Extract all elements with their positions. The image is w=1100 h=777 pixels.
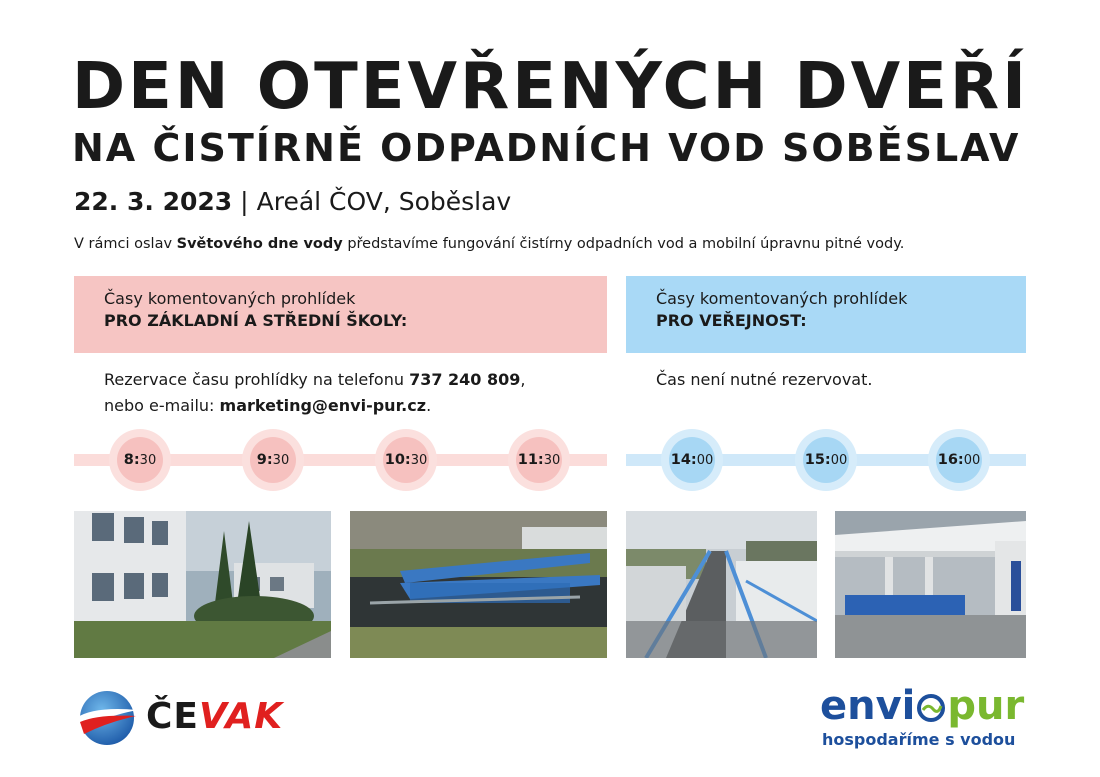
- envi-pur-tagline: hospodaříme s vodou: [822, 730, 1016, 749]
- time-slot-label: [669, 437, 715, 483]
- photo-walkway-tank: [626, 511, 817, 658]
- time-slot-1130: [508, 429, 570, 491]
- envi-pur-wordmark: [820, 684, 1024, 728]
- slot-hour: 8:: [123, 452, 140, 468]
- time-slot-1400: [661, 429, 723, 491]
- public-heading-line-2: PRO VEŘEJNOST:: [656, 311, 807, 330]
- cevak-logo: [74, 688, 304, 748]
- intro-text: [74, 234, 904, 254]
- envi-pur-logo: [820, 683, 1030, 750]
- schools-panel-heading: [74, 276, 607, 353]
- cevak-wordmark-part-1: ČE: [146, 696, 200, 737]
- envi-wordmark-part-2: pur: [947, 683, 1025, 729]
- intro-text-end: představíme fungování čistírny odpadních vod a mobilní úpravnu pitné vody.: [342, 236, 905, 252]
- reservation-email[interactable]: marketing@envi-pur.cz: [219, 396, 427, 415]
- schools-heading-line-2: PRO ZÁKLADNÍ A STŘEDNÍ ŠKOLY:: [104, 311, 408, 330]
- reservation-comma: ,: [520, 370, 526, 389]
- event-date: 22. 3. 2023: [74, 187, 233, 216]
- slot-hour: 11:: [517, 452, 544, 468]
- cevak-wordmark: [146, 696, 283, 737]
- time-slot-0930: [242, 429, 304, 491]
- reservation-email-label: nebo e-mailu:: [104, 396, 220, 415]
- slot-minutes: 30: [139, 452, 157, 468]
- title-line-2: NA ČISTÍRNĚ ODPADNÍCH VOD SOBĚSLAV: [72, 126, 1021, 170]
- envi-wordmark-part-1: envi: [820, 683, 916, 729]
- cevak-globe-icon: [74, 688, 140, 748]
- photo-building-canopy: [835, 511, 1026, 658]
- time-slot-0830: [109, 429, 171, 491]
- date-venue-line: [74, 186, 511, 218]
- slot-minutes: 30: [410, 452, 428, 468]
- slot-minutes: 30: [272, 452, 290, 468]
- time-slot-label: [516, 437, 562, 483]
- title-line-1: DEN OTEVŘENÝCH DVEŘÍ: [72, 50, 1029, 124]
- time-slot-label: [250, 437, 296, 483]
- schools-heading-line-1: Časy komentovaných prohlídek: [104, 289, 356, 308]
- slot-hour: 9:: [256, 452, 273, 468]
- time-slot-1600: [928, 429, 990, 491]
- cevak-wordmark-part-2: VAK: [199, 696, 284, 737]
- water-drop-icon: [916, 693, 946, 723]
- slot-hour: 16:: [937, 452, 964, 468]
- slot-hour: 15:: [804, 452, 831, 468]
- slot-minutes: 00: [830, 452, 848, 468]
- date-separator: |: [240, 187, 249, 216]
- intro-text-bold: Světového dne vody: [176, 236, 343, 252]
- reservation-period: .: [426, 396, 432, 415]
- time-slot-1030: [375, 429, 437, 491]
- reservation-phone[interactable]: 737 240 809: [409, 370, 521, 389]
- intro-text-start: V rámci oslav: [74, 236, 177, 252]
- slot-hour: 10:: [384, 452, 411, 468]
- slot-minutes: 30: [543, 452, 561, 468]
- time-slot-label: [936, 437, 982, 483]
- time-slot-label: [803, 437, 849, 483]
- public-panel-heading: [626, 276, 1026, 353]
- time-slot-1500: [795, 429, 857, 491]
- public-note: Čas není nutné rezervovat.: [656, 370, 873, 389]
- reservation-phone-label: Rezervace času prohlídky na telefonu: [104, 370, 410, 389]
- public-heading-line-1: Časy komentovaných prohlídek: [656, 289, 908, 308]
- slot-minutes: 00: [963, 452, 981, 468]
- schools-reservation-note: [104, 367, 526, 419]
- photo-building-exterior: [74, 511, 331, 658]
- event-venue: Areál ČOV, Soběslav: [256, 187, 512, 216]
- time-slot-label: [383, 437, 429, 483]
- slot-hour: 14:: [670, 452, 697, 468]
- time-slot-label: [117, 437, 163, 483]
- slot-minutes: 00: [696, 452, 714, 468]
- photo-clarifier-tank: [350, 511, 607, 658]
